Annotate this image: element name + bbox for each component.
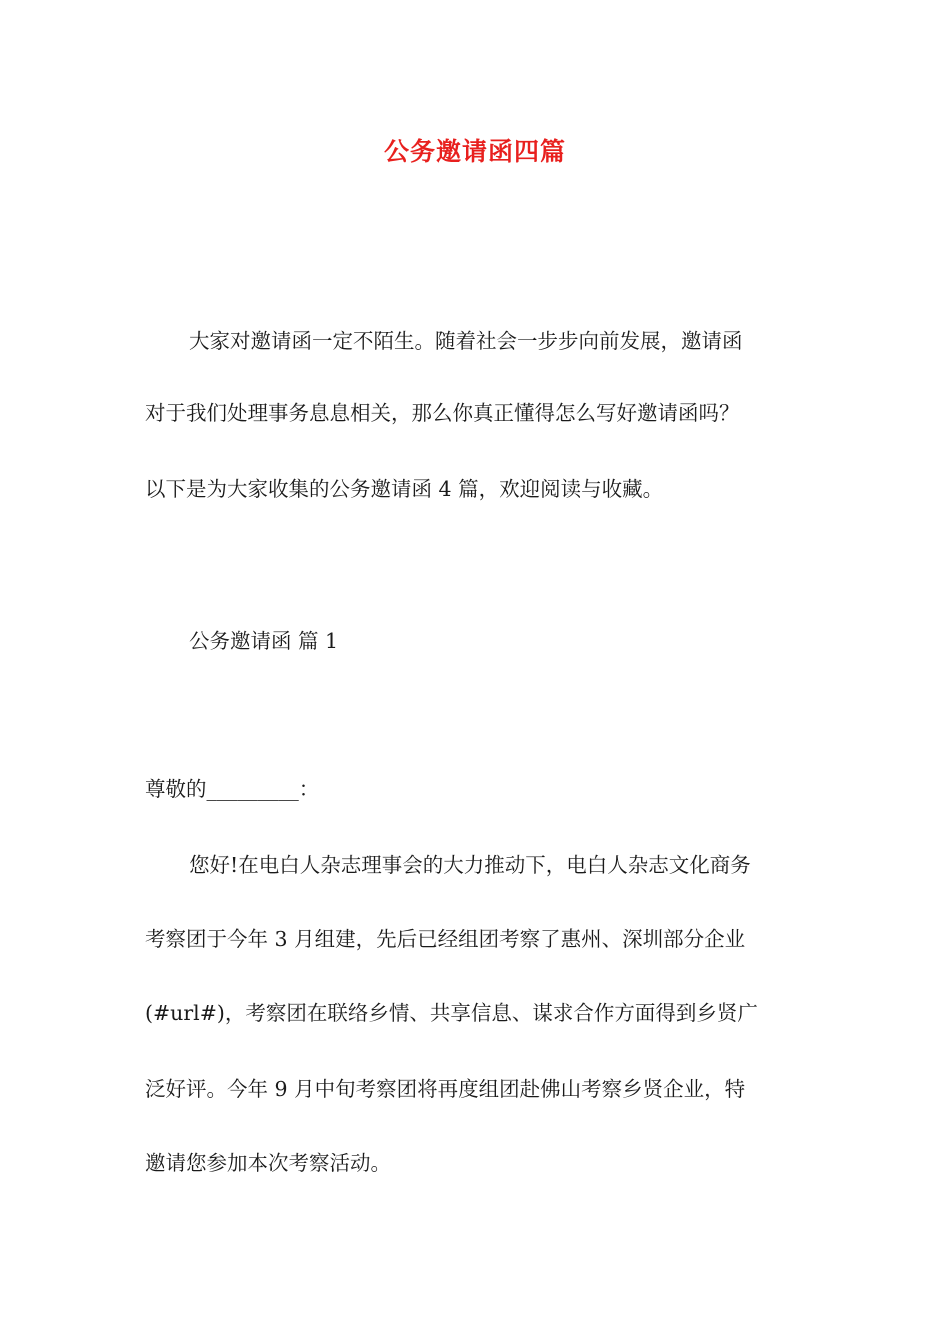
- salutation: 尊敬的_________：: [145, 777, 320, 801]
- intro-line-3: 以下是为大家收集的公务邀请函 4 篇，欢迎阅读与收藏。: [145, 477, 664, 501]
- intro-line-2: 对于我们处理事务息息相关，那么你真正懂得怎么写好邀请函吗？: [145, 401, 740, 425]
- body-line-5: 邀请您参加本次考察活动。: [145, 1151, 391, 1175]
- intro-line-1: 大家对邀请函一定不陌生。随着社会一步步向前发展，邀请函: [189, 329, 743, 353]
- body-line-3: (#url#)，考察团在联络乡情、共享信息、谋求合作方面得到乡贤广: [145, 1001, 758, 1025]
- body-line-1: 您好!在电白人杂志理事会的大力推动下，电白人杂志文化商务: [189, 853, 751, 877]
- document-title: 公务邀请函四篇: [383, 137, 566, 166]
- section-heading: 公务邀请函 篇 1: [189, 629, 339, 653]
- body-line-4: 泛好评。今年 9 月中旬考察团将再度组团赴佛山考察乡贤企业，特: [145, 1077, 746, 1101]
- body-line-2: 考察团于今年 3 月组建，先后已经组团考察了惠州、深圳部分企业: [145, 927, 746, 951]
